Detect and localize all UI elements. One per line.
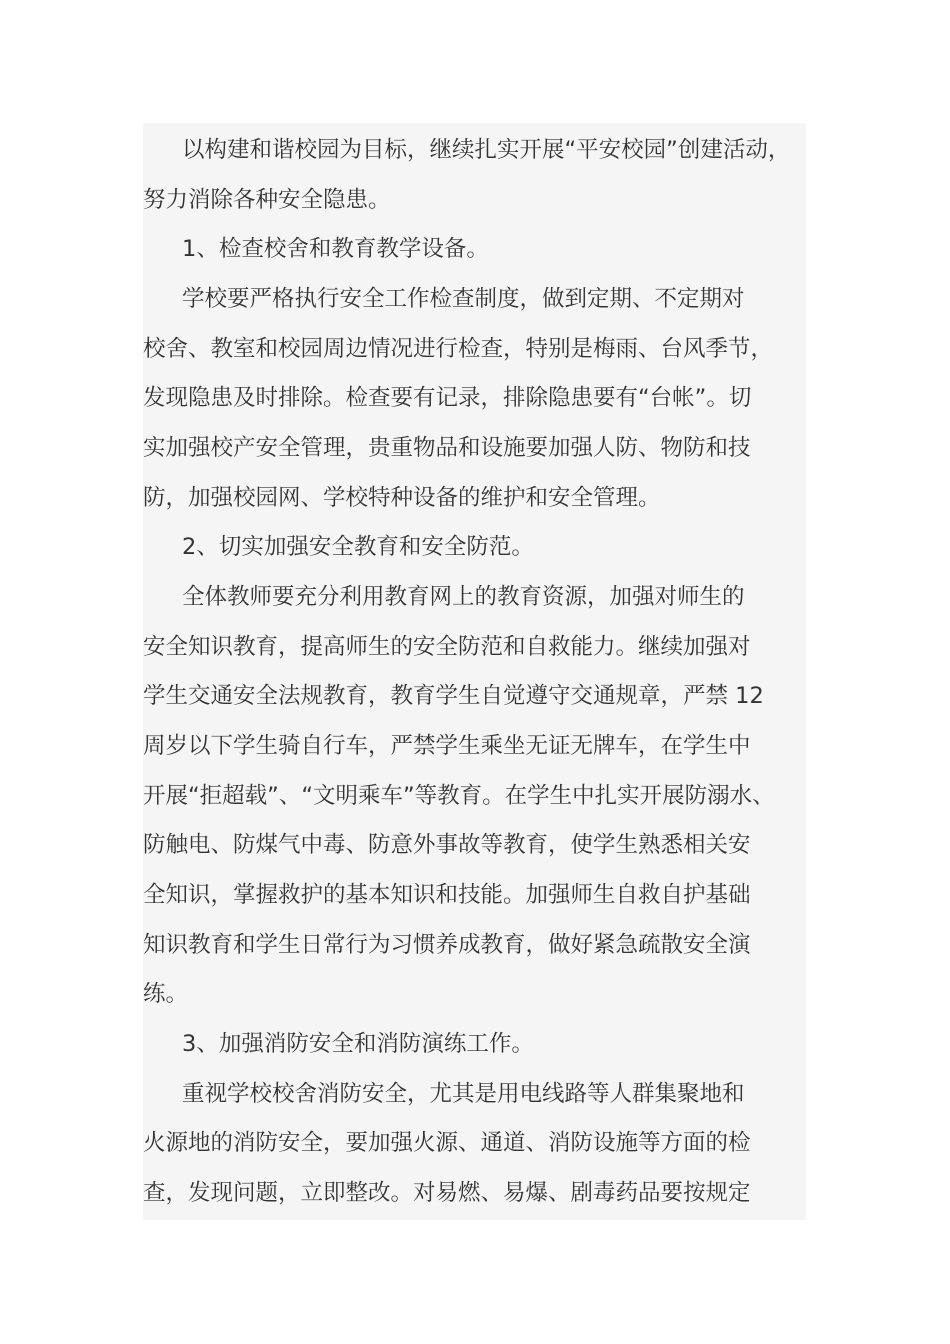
- text-line: 知识教育和学生日常行为习惯养成教育，做好紧急疏散安全演: [143, 932, 751, 958]
- text-line: 防，加强校园网、学校特种设备的维护和安全管理。: [143, 485, 661, 511]
- text-line: 重视学校校舍消防安全，尤其是用电线路等人群集聚地和: [182, 1081, 745, 1107]
- text-line: 开展“拒超载”、“文明乘车”等教育。在学生中扎实开展防溺水、: [143, 783, 775, 809]
- text-line: 火源地的消防安全，要加强火源、通道、消防设施等方面的检: [143, 1130, 751, 1156]
- text-line: 努力消除各种安全隐患。: [143, 187, 391, 213]
- text-line: 练。: [143, 981, 189, 1007]
- text-line: 周岁以下学生骑自行车，严禁学生乘坐无证无牌车，在学生中: [143, 733, 751, 759]
- text-line: 发现隐患及时排除。检查要有记录，排除隐患要有“台帐”。切: [143, 385, 752, 411]
- text-line: 防触电、防煤气中毒、防意外事故等教育，使学生熟悉相关安: [143, 832, 751, 858]
- text-line: 全体教师要充分利用教育网上的教育资源，加强对师生的: [182, 584, 745, 610]
- text-line: 校舍、教室和校园周边情况进行检查，特别是梅雨、台风季节，: [143, 336, 774, 362]
- text-line: 学生交通安全法规教育，教育学生自觉遵守交通规章，严禁 12: [143, 683, 764, 709]
- text-line: 查，发现问题，立即整改。对易燃、易爆、剧毒药品要按规定: [143, 1180, 751, 1206]
- text-line: 安全知识教育，提高师生的安全防范和自救能力。继续加强对: [143, 634, 751, 660]
- section-heading: 1、检查校舍和教育教学设备。: [182, 236, 489, 262]
- section-heading: 3、加强消防安全和消防演练工作。: [182, 1031, 534, 1057]
- text-line: 学校要严格执行安全工作检查制度，做到定期、不定期对: [182, 286, 745, 312]
- text-line: 全知识，掌握救护的基本知识和技能。加强师生自救自护基础: [143, 882, 751, 908]
- text-line: 实加强校产安全管理，贵重物品和设施要加强人防、物防和技: [143, 435, 751, 461]
- section-heading: 2、切实加强安全教育和安全防范。: [182, 534, 534, 560]
- text-line: 以构建和谐校园为目标，继续扎实开展“平安校园”创建活动，: [182, 137, 791, 163]
